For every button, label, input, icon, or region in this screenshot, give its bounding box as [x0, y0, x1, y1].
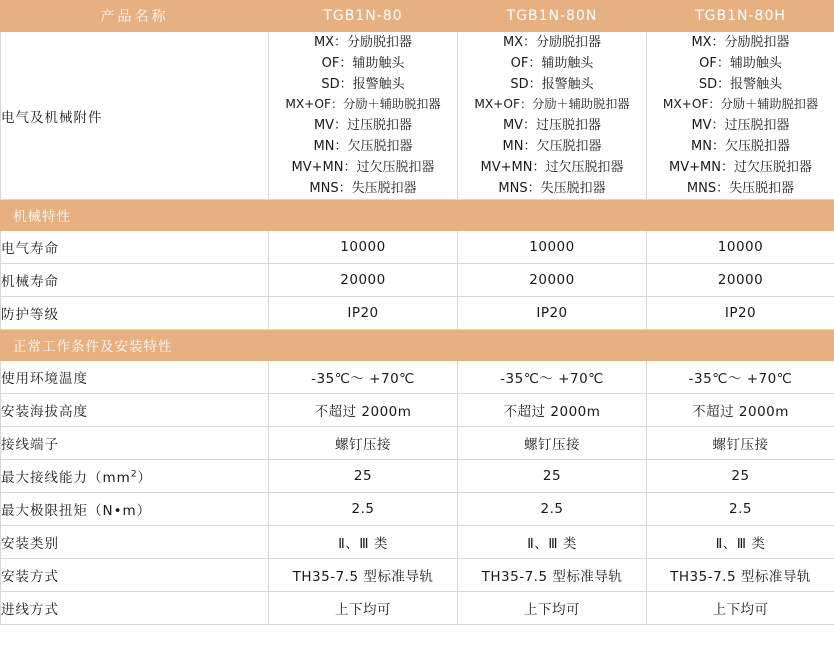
header-cell-model-3: TGB1N-80H [647, 1, 834, 32]
accessory-line: MNS：失压脱扣器 [686, 181, 795, 197]
row-value: 上下均可 [458, 592, 647, 625]
header-cell-model-1: TGB1N-80 [269, 1, 458, 32]
section-row-mechanical [1, 200, 834, 231]
accessories-cell-model-2 [458, 32, 647, 200]
row-value: TH35-7.5 型标准导轨 [458, 559, 647, 592]
accessory-line: MV：过压脱扣器 [313, 117, 413, 133]
row-label: 安装海拔高度 [1, 394, 269, 427]
row-value: 20000 [458, 264, 647, 297]
accessory-line: MV：过压脱扣器 [691, 117, 790, 133]
row-label: 使用环境温度 [1, 361, 269, 394]
row-label: 安装类别 [1, 526, 269, 559]
section-title-mechanical: 机械特性 [1, 200, 834, 231]
accessory-line: MX+OF：分励＋辅助脱扣器 [285, 97, 441, 112]
section-title-conditions: 正常工作条件及安装特性 [1, 330, 834, 361]
accessory-line: MV+MN：过欠压脱扣器 [291, 160, 435, 175]
accessory-line: MX：分励脱扣器 [313, 35, 413, 50]
row-value: -35℃～ +70℃ [647, 361, 834, 394]
accessory-line: MN：欠压脱扣器 [313, 138, 413, 154]
row-value: 25 [647, 460, 834, 493]
table-row [1, 592, 834, 625]
row-label: 最大接线能力$(mm^2)$ [1, 460, 269, 493]
accessory-line: MX：分励脱扣器 [502, 35, 602, 50]
row-value: -35℃～ +70℃ [458, 361, 647, 394]
row-label-accessories: 电气及机械附件 [1, 32, 269, 200]
row-value: -35℃～ +70℃ [269, 361, 458, 394]
accessory-line: MV+MN：过欠压脱扣器 [669, 160, 812, 175]
row-label: 进线方式 [1, 592, 269, 625]
row-value: 2.5 [269, 493, 458, 526]
header-cell-product-name: 产品名称 [1, 1, 269, 32]
row-value: 螺钉压接 [269, 427, 458, 460]
row-value: TH35-7.5 型标准导轨 [647, 559, 834, 592]
accessory-line: MV+MN：过欠压脱扣器 [480, 160, 624, 175]
row-value: 25 [458, 460, 647, 493]
accessory-line: OF：辅助触头 [321, 56, 405, 72]
accessories-cell-model-1 [269, 32, 458, 200]
row-value: 10000 [458, 231, 647, 264]
row-label: 防护等级 [1, 297, 269, 330]
row-value: 10000 [647, 231, 834, 264]
accessory-line: SD：报警触头 [698, 77, 783, 93]
table-row-accessories [1, 32, 834, 200]
header-cell-model-2: TGB1N-80N [458, 1, 647, 32]
row-value: Ⅱ、Ⅲ 类 [458, 526, 647, 559]
accessory-line: MX+OF：分励＋辅助脱扣器 [662, 97, 819, 112]
accessory-line: OF：辅助触头 [699, 56, 782, 72]
row-value: 螺钉压接 [458, 427, 647, 460]
section-row-conditions [1, 330, 834, 361]
row-value: Ⅱ、Ⅲ 类 [269, 526, 458, 559]
accessory-line: MX：分励脱扣器 [691, 35, 790, 50]
row-label: 安装方式 [1, 559, 269, 592]
table-row [1, 493, 834, 526]
row-value: 不超过 2000m [458, 394, 647, 427]
accessory-line: MNS：失压脱扣器 [498, 181, 606, 197]
row-label: 电气寿命 [1, 231, 269, 264]
table-row [1, 394, 834, 427]
row-value: 2.5 [458, 493, 647, 526]
accessory-line: MX+OF：分励＋辅助脱扣器 [474, 97, 630, 112]
accessories-cell-model-3 [647, 32, 834, 200]
accessory-line: MNS：失压脱扣器 [309, 181, 417, 197]
row-value: 2.5 [647, 493, 834, 526]
accessory-line: SD：报警触头 [510, 77, 594, 93]
row-value: 螺钉压接 [647, 427, 834, 460]
table-row [1, 526, 834, 559]
row-value: 不超过 2000m [647, 394, 834, 427]
table-row [1, 427, 834, 460]
row-label: 最大极限扭矩（N•m） [1, 493, 269, 526]
row-value: 上下均可 [647, 592, 834, 625]
table-row [1, 361, 834, 394]
row-value: 10000 [269, 231, 458, 264]
accessory-line: MN：欠压脱扣器 [502, 138, 602, 154]
accessory-line: MV：过压脱扣器 [502, 117, 602, 133]
row-value: 20000 [269, 264, 458, 297]
row-value: TH35-7.5 型标准导轨 [269, 559, 458, 592]
row-value: 25 [269, 460, 458, 493]
row-value: IP20 [647, 297, 834, 330]
table-row [1, 264, 834, 297]
accessory-line: SD：报警触头 [321, 77, 405, 93]
row-value: IP20 [269, 297, 458, 330]
accessory-line: MN：欠压脱扣器 [691, 138, 790, 154]
table-row [1, 559, 834, 592]
table-row [1, 460, 834, 493]
row-value: IP20 [458, 297, 647, 330]
row-value: 20000 [647, 264, 834, 297]
row-value: Ⅱ、Ⅲ 类 [647, 526, 834, 559]
table-row [1, 297, 834, 330]
row-label: 机械寿命 [1, 264, 269, 297]
table-row [1, 231, 834, 264]
row-label: 接线端子 [1, 427, 269, 460]
row-value: 上下均可 [269, 592, 458, 625]
row-value: 不超过 2000m [269, 394, 458, 427]
table-header-row [1, 1, 834, 32]
accessory-line: OF：辅助触头 [510, 56, 594, 72]
